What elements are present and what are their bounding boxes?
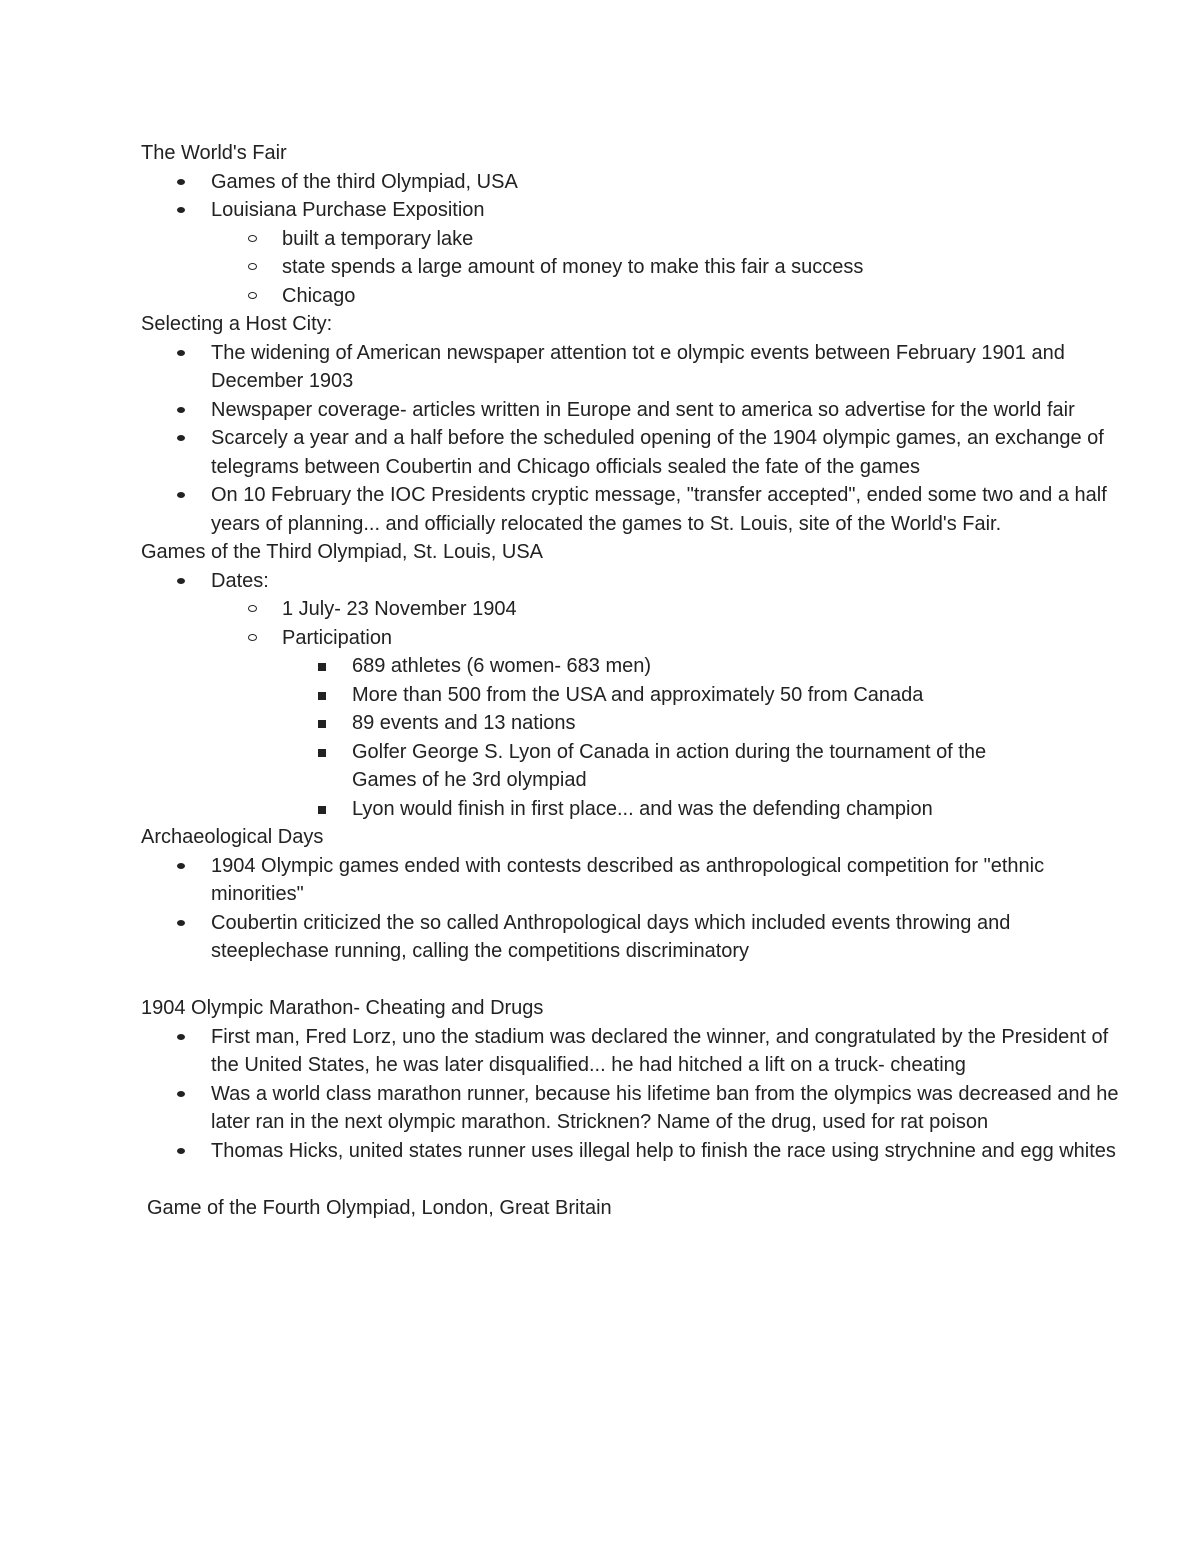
list-item: 89 events and 13 nations [141,709,1052,738]
bullet-ring-icon [248,225,257,242]
list-item: More than 500 from the USA and approximately 50 from Canada [141,681,1052,710]
list-item: Dates: [141,567,1131,596]
bullet-ring-icon [248,595,257,612]
list-item: 689 athletes (6 women- 683 men) [141,652,1052,681]
section-heading: The World's Fair [141,142,287,164]
bullet-ring-icon [248,624,257,641]
list-item: Chicago [141,282,1132,311]
section-olympic-marathon [141,994,1200,1165]
bullet-dot-icon [177,339,185,356]
bullet-square-icon [318,709,326,728]
bullet-ring-icon [248,282,257,299]
bullet-square-icon [318,681,326,700]
section-heading: 1904 Olympic Marathon- Cheating and Drugs [141,997,544,1019]
section-heading: Archaeological Days [141,826,324,848]
bullet-list [141,1023,1200,1166]
section-fourth-olympiad [141,1194,1200,1223]
bullet-square-icon [318,652,326,671]
list-item: Thomas Hicks, united states runner uses illegal help to finish the race using strychnine and egg whites [141,1137,1131,1166]
bullet-square-icon [318,795,326,814]
list-item: state spends a large amount of money to make this fair a success [141,253,1132,282]
bullet-dot-icon [177,196,185,213]
bullet-dot-icon [177,1080,185,1097]
bullet-dot-icon [177,481,185,498]
list-item: Was a world class marathon runner, because his lifetime ban from the olympics was decreased and he later ran in the next olympic marathon. Stricknen? Name of the drug, used for rat poison [141,1080,1131,1137]
section-heading: Games of the Third Olympiad, St. Louis, USA [141,541,544,563]
section-archaeological-days [141,823,1200,966]
list-item: Participation [141,624,1132,653]
list-item: Newspaper coverage- articles written in Europe and sent to america so advertise for the world fair [141,396,1131,425]
bullet-list [141,567,1200,824]
bullet-dot-icon [177,567,185,584]
list-item: Games of the third Olympiad, USA [141,168,1131,197]
bullet-dot-icon [177,396,185,413]
list-item: Scarcely a year and a half before the scheduled opening of the 1904 olympic games, an exchange of telegrams between Coubertin and Chicago officials sealed the fate of the games [141,424,1131,481]
bullet-dot-icon [177,424,185,441]
list-item: On 10 February the IOC Presidents cryptic message, "transfer accepted", ended some two and a half years of planning... and officially relocated the games to St. Louis, site of the World's Fair. [141,481,1131,538]
bullet-dot-icon [177,852,185,869]
bullet-ring-icon [248,253,257,270]
list-item: Golfer George S. Lyon of Canada in action during the tournament of the Games of he 3rd olympiad [141,738,1052,795]
list-item: Coubertin criticized the so called Anthropological days which included events throwing and steeplechase running, calling the competitions discriminatory [141,909,1131,966]
list-item: The widening of American newspaper attention tot e olympic events between February 1901 and December 1903 [141,339,1131,396]
section-selecting-host-city [141,310,1200,538]
section-third-olympiad [141,538,1200,823]
bullet-list [141,168,1200,311]
section-heading: Selecting a Host City: [141,313,333,335]
bullet-dot-icon [177,1023,185,1040]
list-item: 1 July- 23 November 1904 [141,595,1132,624]
list-item: Louisiana Purchase Exposition [141,196,1131,225]
list-item: 1904 Olympic games ended with contests described as anthropological competition for "ethnic minorities" [141,852,1131,909]
bullet-dot-icon [177,1137,185,1154]
bullet-dot-icon [177,909,185,926]
bullet-list [141,339,1200,539]
section-worlds-fair [141,139,1200,310]
list-item: Lyon would finish in first place... and was the defending champion [141,795,1052,824]
bullet-square-icon [318,738,326,757]
bullet-list [141,852,1200,966]
list-item: First man, Fred Lorz, uno the stadium was declared the winner, and congratulated by the President of the United States, he was later disqualified... he had hitched a lift on a truck- cheating [141,1023,1131,1080]
list-item: built a temporary lake [141,225,1132,254]
bullet-dot-icon [177,168,185,185]
section-heading: Game of the Fourth Olympiad, London, Great Britain [147,1196,612,1219]
